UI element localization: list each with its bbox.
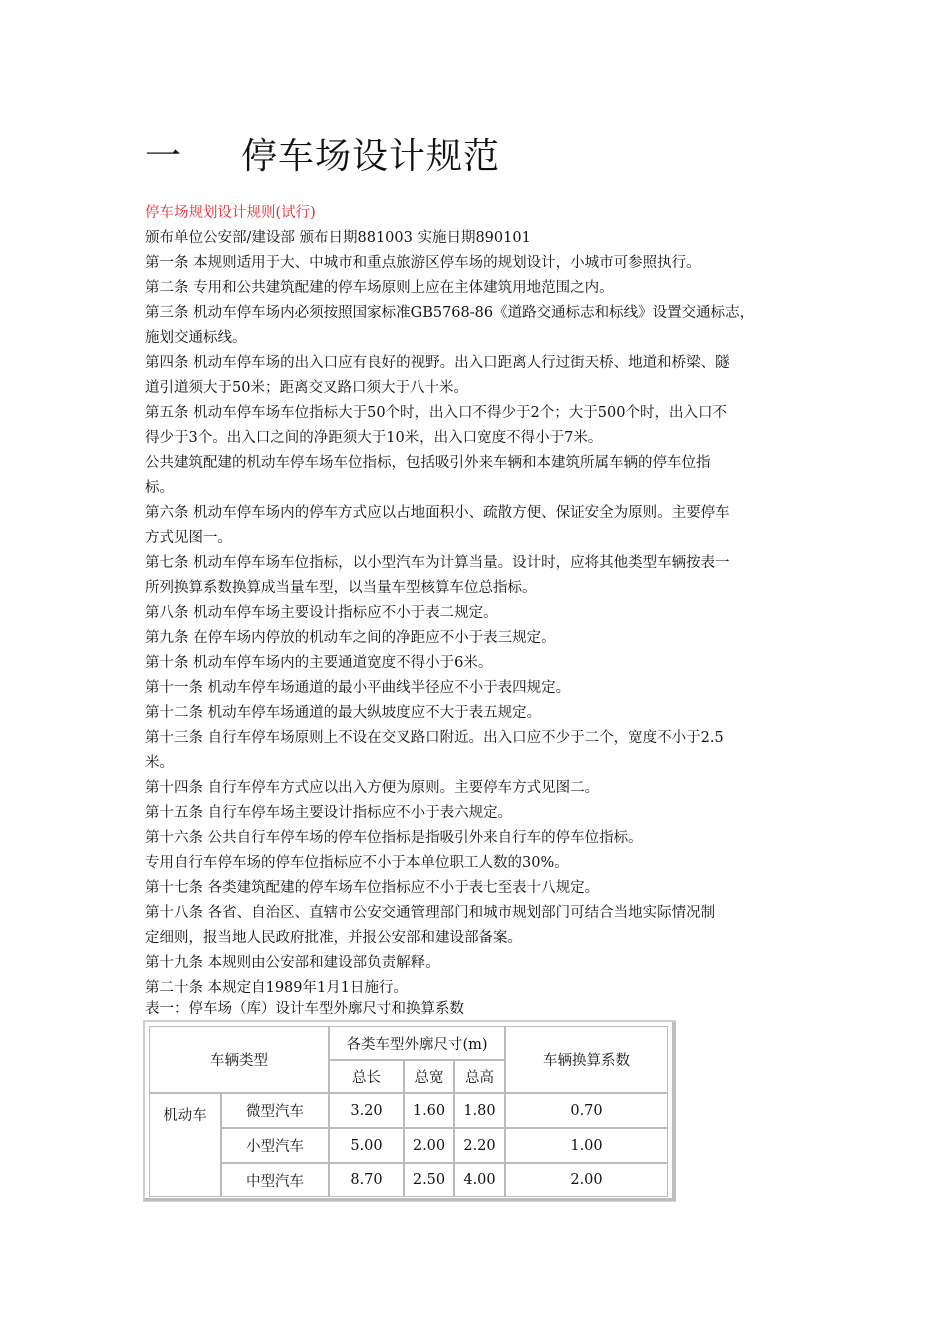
cell-height: 1.80: [454, 1093, 505, 1128]
body-line: 第八条 机动车停车场主要设计指标应不小于表二规定。: [145, 605, 498, 621]
cell-length: 8.70: [329, 1163, 404, 1197]
body-line: 标。: [145, 480, 174, 496]
cell-vehicle-type: 小型汽车: [221, 1128, 329, 1163]
cell-vehicle-type: 中型汽车: [221, 1163, 329, 1197]
table-shadow-bottom: [145, 1198, 676, 1201]
header-width: 总宽: [404, 1060, 454, 1093]
table-caption: 表一：停车场（库）设计车型外廓尺寸和换算系数: [145, 1001, 464, 1017]
cell-vehicle-type: 微型汽车: [221, 1093, 329, 1128]
body-line: 第五条 机动车停车场车位指标大于50个时，出入口不得少于2个；大于500个时，出入口不: [145, 405, 727, 421]
group-motor-vehicle: 机动车: [149, 1093, 221, 1197]
body-line: 第十八条 各省、自治区、直辖市公安交通管理部门和城市规划部门可结合当地实际情况制: [145, 905, 716, 921]
body-line: 第十九条 本规则由公安部和建设部负责解释。: [145, 955, 440, 971]
body-line: 第二十条 本规定自1989年1月1日施行。: [145, 980, 408, 996]
body-line: 第十条 机动车停车场内的主要通道宽度不得小于6米。: [145, 655, 493, 671]
body-line: 定细则，报当地人民政府批准，并报公安部和建设部备案。: [145, 930, 522, 946]
section-number: 一: [145, 136, 183, 177]
body-line: 颁布单位公安部/建设部 颁布日期881003 实施日期890101: [145, 230, 531, 246]
body-line: 第十七条 各类建筑配建的停车场车位指标应不小于表七至表十八规定。: [145, 880, 600, 896]
section-title: 停车场设计规范: [241, 136, 501, 177]
cell-width: 1.60: [404, 1093, 454, 1128]
body-line: 第十四条 自行车停车方式应以出入方便为原则。主要停车方式见图二。: [145, 780, 600, 796]
cell-height: 4.00: [454, 1163, 505, 1197]
body-line: 公共建筑配建的机动车停车场车位指标，包括吸引外来车辆和本建筑所属车辆的停车位指: [145, 455, 711, 471]
header-length: 总长: [329, 1060, 404, 1093]
regulation-body: [145, 226, 813, 1001]
regulation-title-link[interactable]: 停车场规划设计规则(试行): [145, 205, 316, 221]
body-line: 第十三条 自行车停车场原则上不设在交叉路口附近。出入口应不少于二个，宽度不小于2.5: [145, 730, 724, 746]
body-line: 方式见图一。: [145, 530, 232, 546]
cell-coefficient: 0.70: [505, 1093, 668, 1128]
body-line: 第九条 在停车场内停放的机动车之间的净距应不小于表三规定。: [145, 630, 556, 646]
body-line: 第十六条 公共自行车停车场的停车位指标是指吸引外来自行车的停车位指标。: [145, 830, 643, 846]
body-line: 得少于3个。出入口之间的净距须大于10米，出入口宽度不得小于7米。: [145, 430, 603, 446]
body-line: 第六条 机动车停车场内的停车方式应以占地面积小、疏散方便、保证安全为原则。主要停车: [145, 505, 730, 521]
body-line: 第十一条 机动车停车场通道的最小平曲线半径应不小于表四规定。: [145, 680, 571, 696]
body-line: 第四条 机动车停车场的出入口应有良好的视野。出入口距离人行过街天桥、地道和桥梁、隧: [145, 355, 730, 371]
body-line: 第三条 机动车停车场内必须按照国家标准GB5768-86《道路交通标志和标线》设置交通标志，: [145, 305, 755, 321]
cell-coefficient: 1.00: [505, 1128, 668, 1163]
body-line: 第十五条 自行车停车场主要设计指标应不小于表六规定。: [145, 805, 513, 821]
table-shadow-right: [672, 1022, 676, 1200]
cell-length: 3.20: [329, 1093, 404, 1128]
header-vehicle-type: 车辆类型: [149, 1026, 329, 1093]
body-line: 第二条 专用和公共建筑配建的停车场原则上应在主体建筑用地范围之内。: [145, 280, 614, 296]
cell-width: 2.50: [404, 1163, 454, 1197]
header-coefficient: 车辆换算系数: [505, 1026, 668, 1093]
vehicle-dimension-table: [143, 1020, 676, 1202]
body-line: 第十二条 机动车停车场通道的最大纵坡度应不大于表五规定。: [145, 705, 542, 721]
cell-height: 2.20: [454, 1128, 505, 1163]
section-heading: [145, 128, 500, 179]
body-line: 米。: [145, 755, 174, 771]
body-line: 所列换算系数换算成当量车型，以当量车型核算车位总指标。: [145, 580, 537, 596]
cell-coefficient: 2.00: [505, 1163, 668, 1197]
body-line: 第七条 机动车停车场车位指标，以小型汽车为计算当量。设计时，应将其他类型车辆按表一: [145, 555, 730, 571]
header-dimensions: 各类车型外廓尺寸(m): [329, 1026, 505, 1060]
body-line: 道引道须大于50米；距离交叉路口须大于八十米。: [145, 380, 468, 396]
body-line: 专用自行车停车场的停车位指标应不小于本单位职工人数的30%。: [145, 855, 569, 871]
body-line: 第一条 本规则适用于大、中城市和重点旅游区停车场的规划设计，小城市可参照执行。: [145, 255, 701, 271]
cell-length: 5.00: [329, 1128, 404, 1163]
header-height: 总高: [454, 1060, 505, 1093]
cell-width: 2.00: [404, 1128, 454, 1163]
body-line: 施划交通标线。: [145, 330, 247, 346]
